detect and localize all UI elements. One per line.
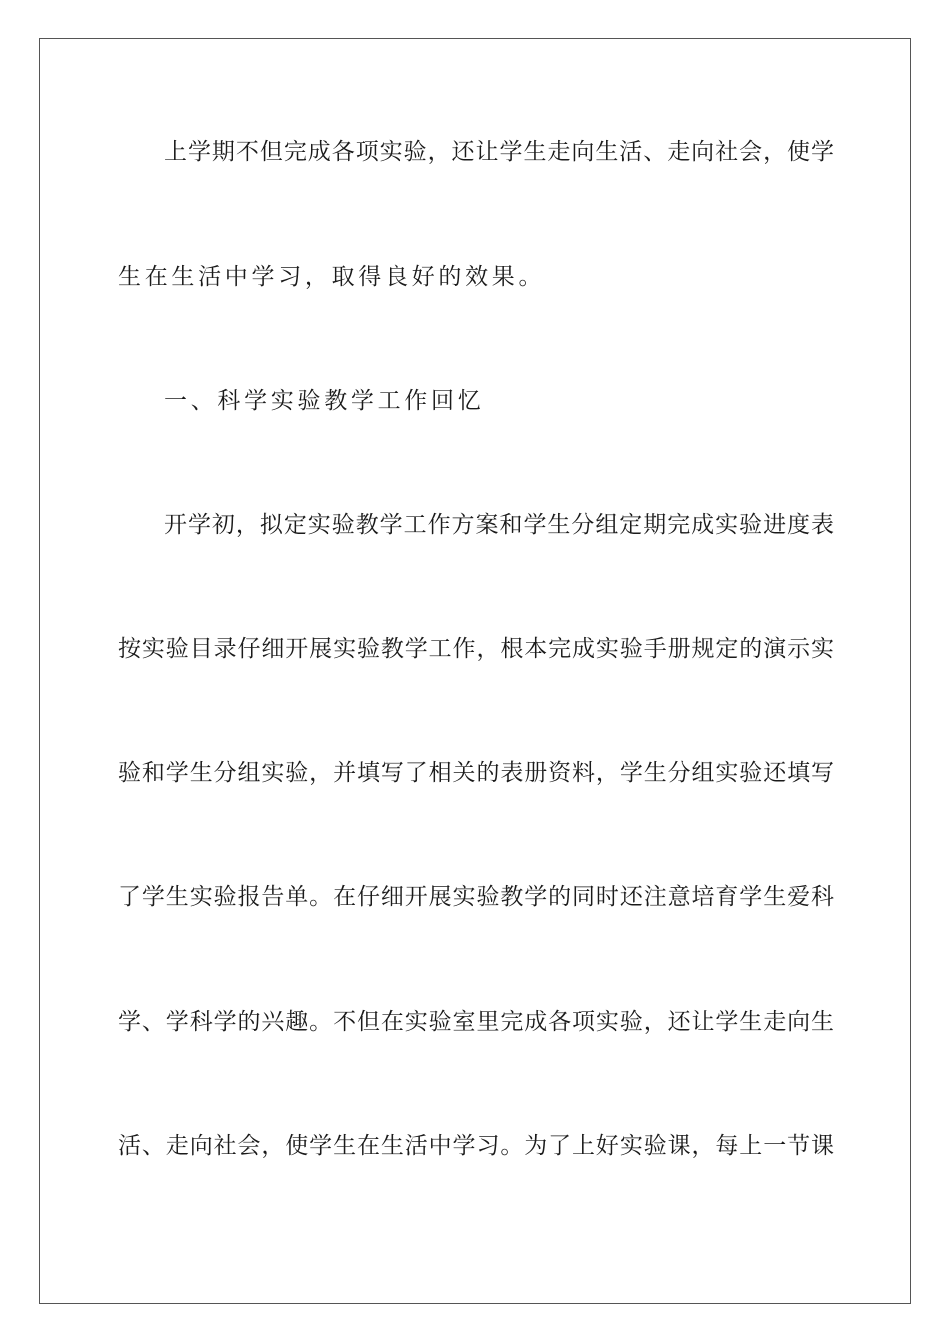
paragraph-2-line-5: 学、学科学的兴趣。不但在实验室里完成各项实验，还让学生走向生 xyxy=(118,1009,834,1035)
paragraph-2-line-4: 了学生实验报告单。在仔细开展实验教学的同时还注意培育学生爱科 xyxy=(118,884,834,910)
paragraph-2-line-6: 活、走向社会，使学生在生活中学习。为了上好实验课，每上一节课 xyxy=(118,1133,834,1159)
page-border xyxy=(39,38,911,1304)
paragraph-2-line-3: 验和学生分组实验，并填写了相关的表册资料，学生分组实验还填写 xyxy=(118,760,834,786)
paragraph-1-line-1: 上学期不但完成各项实验，还让学生走向生活、走向社会，使学 xyxy=(164,139,834,165)
paragraph-2-line-1: 开学初，拟定实验教学工作方案和学生分组定期完成实验进度表 xyxy=(164,512,834,538)
paragraph-1-line-2: 生在生活中学习，取得良好的效果。 xyxy=(118,264,546,290)
section-heading: 一、科学实验教学工作回忆 xyxy=(164,388,485,414)
paragraph-2-line-2: 按实验目录仔细开展实验教学工作，根本完成实验手册规定的演示实 xyxy=(118,636,834,662)
